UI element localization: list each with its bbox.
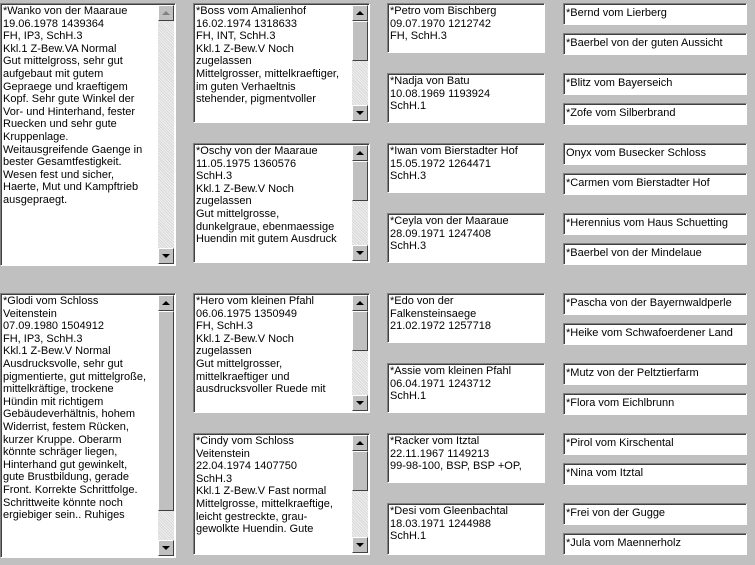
dog-description-text: *Oschy von der Maaraue 11.05.1975 1360576 SchH.3 Kkl.1 Z-Bew.V Noch zugelassen Gut mittelgrosse, dunkelgraue, ebenmaessige Huendin mit gutem Ausdruck: [196, 145, 337, 246]
pedigree-box-dam-sire[interactable]: [193, 293, 370, 413]
dog-description-text: *Edo von der Falkensteinsaege 21.02.1972 1257718: [390, 295, 491, 333]
dog-description-text: *Glodi vom Schloss Veitenstein 07.09.1980 1504912 FH, IP3, SchH.3 Kkl.1 Z-Bew.V Normal Ausdrucksvolle, sehr gut pigmentierte, gut mittelgroße, mittelkräftige, trockene Hündin mit richtigem Gebäudeverhältnis, hohem Widerrist, festem Rücken, kurzer Kruppe. Oberarm könnte schräger liegen, Hinterhand gut gewinkelt, gute Brustbildung, gerade Front. Korrekte Schrittfolge. Schrittweite könnte noch ergiebiger sein.. Ruhiges: [3, 295, 147, 522]
pedigree-box-gen3-7[interactable]: [563, 213, 747, 235]
dog-description-text: *Assie vom kleinen Pfahl 06.04.1971 1243712 SchH.1: [390, 365, 512, 403]
pedigree-box-gen3-11[interactable]: [563, 363, 747, 385]
dog-description-text: *Racker vom Itztal 22.11.1967 1149213 99-98-100, BSP, BSP +OP,: [390, 435, 522, 473]
dog-name-text: *Baerbel von der guten Aussicht: [566, 37, 723, 49]
dog-name-text: *Jula vom Maennerholz: [566, 537, 681, 549]
dog-description-text: *Desi vom Gleenbachtal 18.03.1971 1244988 SchH.1: [390, 505, 509, 543]
dog-name-text: *Heike vom Schwafoerdener Land: [566, 327, 733, 339]
pedigree-box-gen3-12[interactable]: [563, 393, 747, 415]
pedigree-box-gen3-3[interactable]: [563, 73, 747, 95]
scroll-thumb[interactable]: [158, 311, 174, 511]
dog-name-text: *Pirol vom Kirschental: [566, 437, 674, 449]
pedigree-box-gen3-4[interactable]: [563, 103, 747, 125]
scroll-down-arrow-icon[interactable]: [352, 395, 368, 411]
pedigree-box-sire[interactable]: [0, 3, 176, 266]
dog-name-text: *Mutz von der Peltztierfarm: [566, 367, 699, 379]
dog-name-text: *Frei von der Gugge: [566, 507, 666, 519]
pedigree-box-gen2-4[interactable]: [387, 213, 545, 263]
pedigree-box-dam[interactable]: [0, 293, 176, 558]
vertical-scrollbar[interactable]: [158, 295, 174, 556]
pedigree-box-gen3-2[interactable]: [563, 33, 747, 55]
scroll-thumb[interactable]: [352, 161, 368, 201]
pedigree-box-gen2-2[interactable]: [387, 73, 545, 123]
dog-description-text: *Petro vom Bischberg 09.07.1970 1212742 FH, SchH.3: [390, 5, 497, 43]
scroll-up-arrow-icon[interactable]: [158, 295, 174, 311]
pedigree-box-gen2-5[interactable]: [387, 293, 545, 343]
pedigree-box-gen3-13[interactable]: [563, 433, 747, 455]
dog-description-text: *Cindy vom Schloss Veitenstein 22.04.1974 1407750 SchH.3 Kkl.1 Z-Bew.V Fast normal Mittelgrosse, mittelkraeftige, leicht gestreckte, grau- gewolkte Huendin. Gute: [196, 435, 333, 536]
dog-name-text: *Pascha von der Bayernwaldperle: [566, 297, 732, 309]
pedigree-box-dam-dam[interactable]: [193, 433, 370, 555]
scroll-thumb[interactable]: [352, 21, 368, 61]
pedigree-box-gen3-15[interactable]: [563, 503, 747, 525]
scroll-up-arrow-icon[interactable]: [352, 145, 368, 161]
pedigree-box-gen3-9[interactable]: [563, 293, 747, 315]
scroll-up-arrow-icon[interactable]: [352, 5, 368, 21]
vertical-scrollbar[interactable]: [352, 435, 368, 553]
pedigree-box-gen2-1[interactable]: [387, 3, 545, 53]
scroll-down-arrow-icon[interactable]: [158, 248, 174, 264]
pedigree-box-gen3-1[interactable]: [563, 3, 747, 25]
dog-name-text: *Baerbel von der Mindelaue: [566, 247, 702, 259]
pedigree-box-gen2-7[interactable]: [387, 433, 545, 483]
dog-name-text: *Flora vom Eichlbrunn: [566, 397, 675, 409]
pedigree-box-gen3-10[interactable]: [563, 323, 747, 345]
scroll-up-arrow-icon[interactable]: [352, 295, 368, 311]
dog-description-text: *Boss vom Amalienhof 16.02.1974 1318633 FH, INT, SchH.3 Kkl.1 Z-Bew.V Noch zugelassen Mittelgrosser, mittelkraeftiger, im guten Verhaeltnis stehender, pigmentvoller: [196, 5, 340, 106]
dog-name-text: Onyx vom Busecker Schloss: [566, 147, 706, 159]
pedigree-box-gen3-8[interactable]: [563, 243, 747, 265]
vertical-scrollbar[interactable]: [158, 5, 174, 264]
dog-name-text: *Carmen vom Bierstadter Hof: [566, 177, 710, 189]
dog-description-text: *Iwan vom Bierstadter Hof 15.05.1972 1264471 SchH.3: [390, 145, 518, 183]
pedigree-box-gen3-5[interactable]: [563, 143, 747, 165]
vertical-scrollbar[interactable]: [352, 5, 368, 121]
dog-name-text: *Blitz vom Bayerseich: [566, 77, 673, 89]
dog-name-text: *Bernd vom Lierberg: [566, 7, 667, 19]
scroll-down-arrow-icon[interactable]: [352, 105, 368, 121]
dog-description-text: *Hero vom kleinen Pfahl 06.06.1975 1350949 FH, SchH.3 Kkl.1 Z-Bew.V Noch zugelassen Gut mittelgrosser, mittelkraeftiger und ausdrucksvoller Ruede mit: [196, 295, 326, 396]
pedigree-box-gen2-8[interactable]: [387, 503, 545, 555]
scroll-down-arrow-icon[interactable]: [158, 540, 174, 556]
scroll-thumb[interactable]: [352, 451, 368, 491]
pedigree-box-gen3-6[interactable]: [563, 173, 747, 195]
dog-description-text: *Ceyla von der Maaraue 28.09.1971 1247408 SchH.3: [390, 215, 509, 253]
dog-description-text: *Nadja von Batu 10.08.1969 1193924 SchH.1: [390, 75, 491, 113]
pedigree-box-sire-sire[interactable]: [193, 3, 370, 123]
dog-name-text: *Herennius vom Haus Schuetting: [566, 217, 729, 229]
pedigree-box-gen3-16[interactable]: [563, 533, 747, 555]
dog-name-text: *Nina vom Itztal: [566, 467, 644, 479]
scroll-up-arrow-icon[interactable]: [352, 435, 368, 451]
vertical-scrollbar[interactable]: [352, 295, 368, 411]
dog-description-text: *Wanko von der Maaraue 19.06.1978 1439364 FH, IP3, SchH.3 Kkl.1 Z-Bew.VA Normal Gut mittelgross, sehr gut aufgebaut mit gutem Gepraege und kraeftigem Kopf. Sehr gute Winkel der Vor- und Hinterhand, fester Ruecken und sehr gute Kruppenlage. Weitausgreifende Gaenge in bester Gesamtfestigkeit. Wesen fest und sicher, Haerte, Mut und Kampftrieb ausgepraegt.: [3, 5, 143, 206]
scroll-down-arrow-icon[interactable]: [352, 537, 368, 553]
scroll-up-arrow-icon[interactable]: [158, 5, 174, 21]
scroll-thumb[interactable]: [352, 311, 368, 351]
dog-name-text: *Zofe vom Silberbrand: [566, 107, 676, 119]
scroll-down-arrow-icon[interactable]: [352, 245, 368, 261]
pedigree-box-sire-dam[interactable]: [193, 143, 370, 263]
pedigree-box-gen2-3[interactable]: [387, 143, 545, 193]
vertical-scrollbar[interactable]: [352, 145, 368, 261]
pedigree-box-gen3-14[interactable]: [563, 463, 747, 485]
pedigree-box-gen2-6[interactable]: [387, 363, 545, 413]
